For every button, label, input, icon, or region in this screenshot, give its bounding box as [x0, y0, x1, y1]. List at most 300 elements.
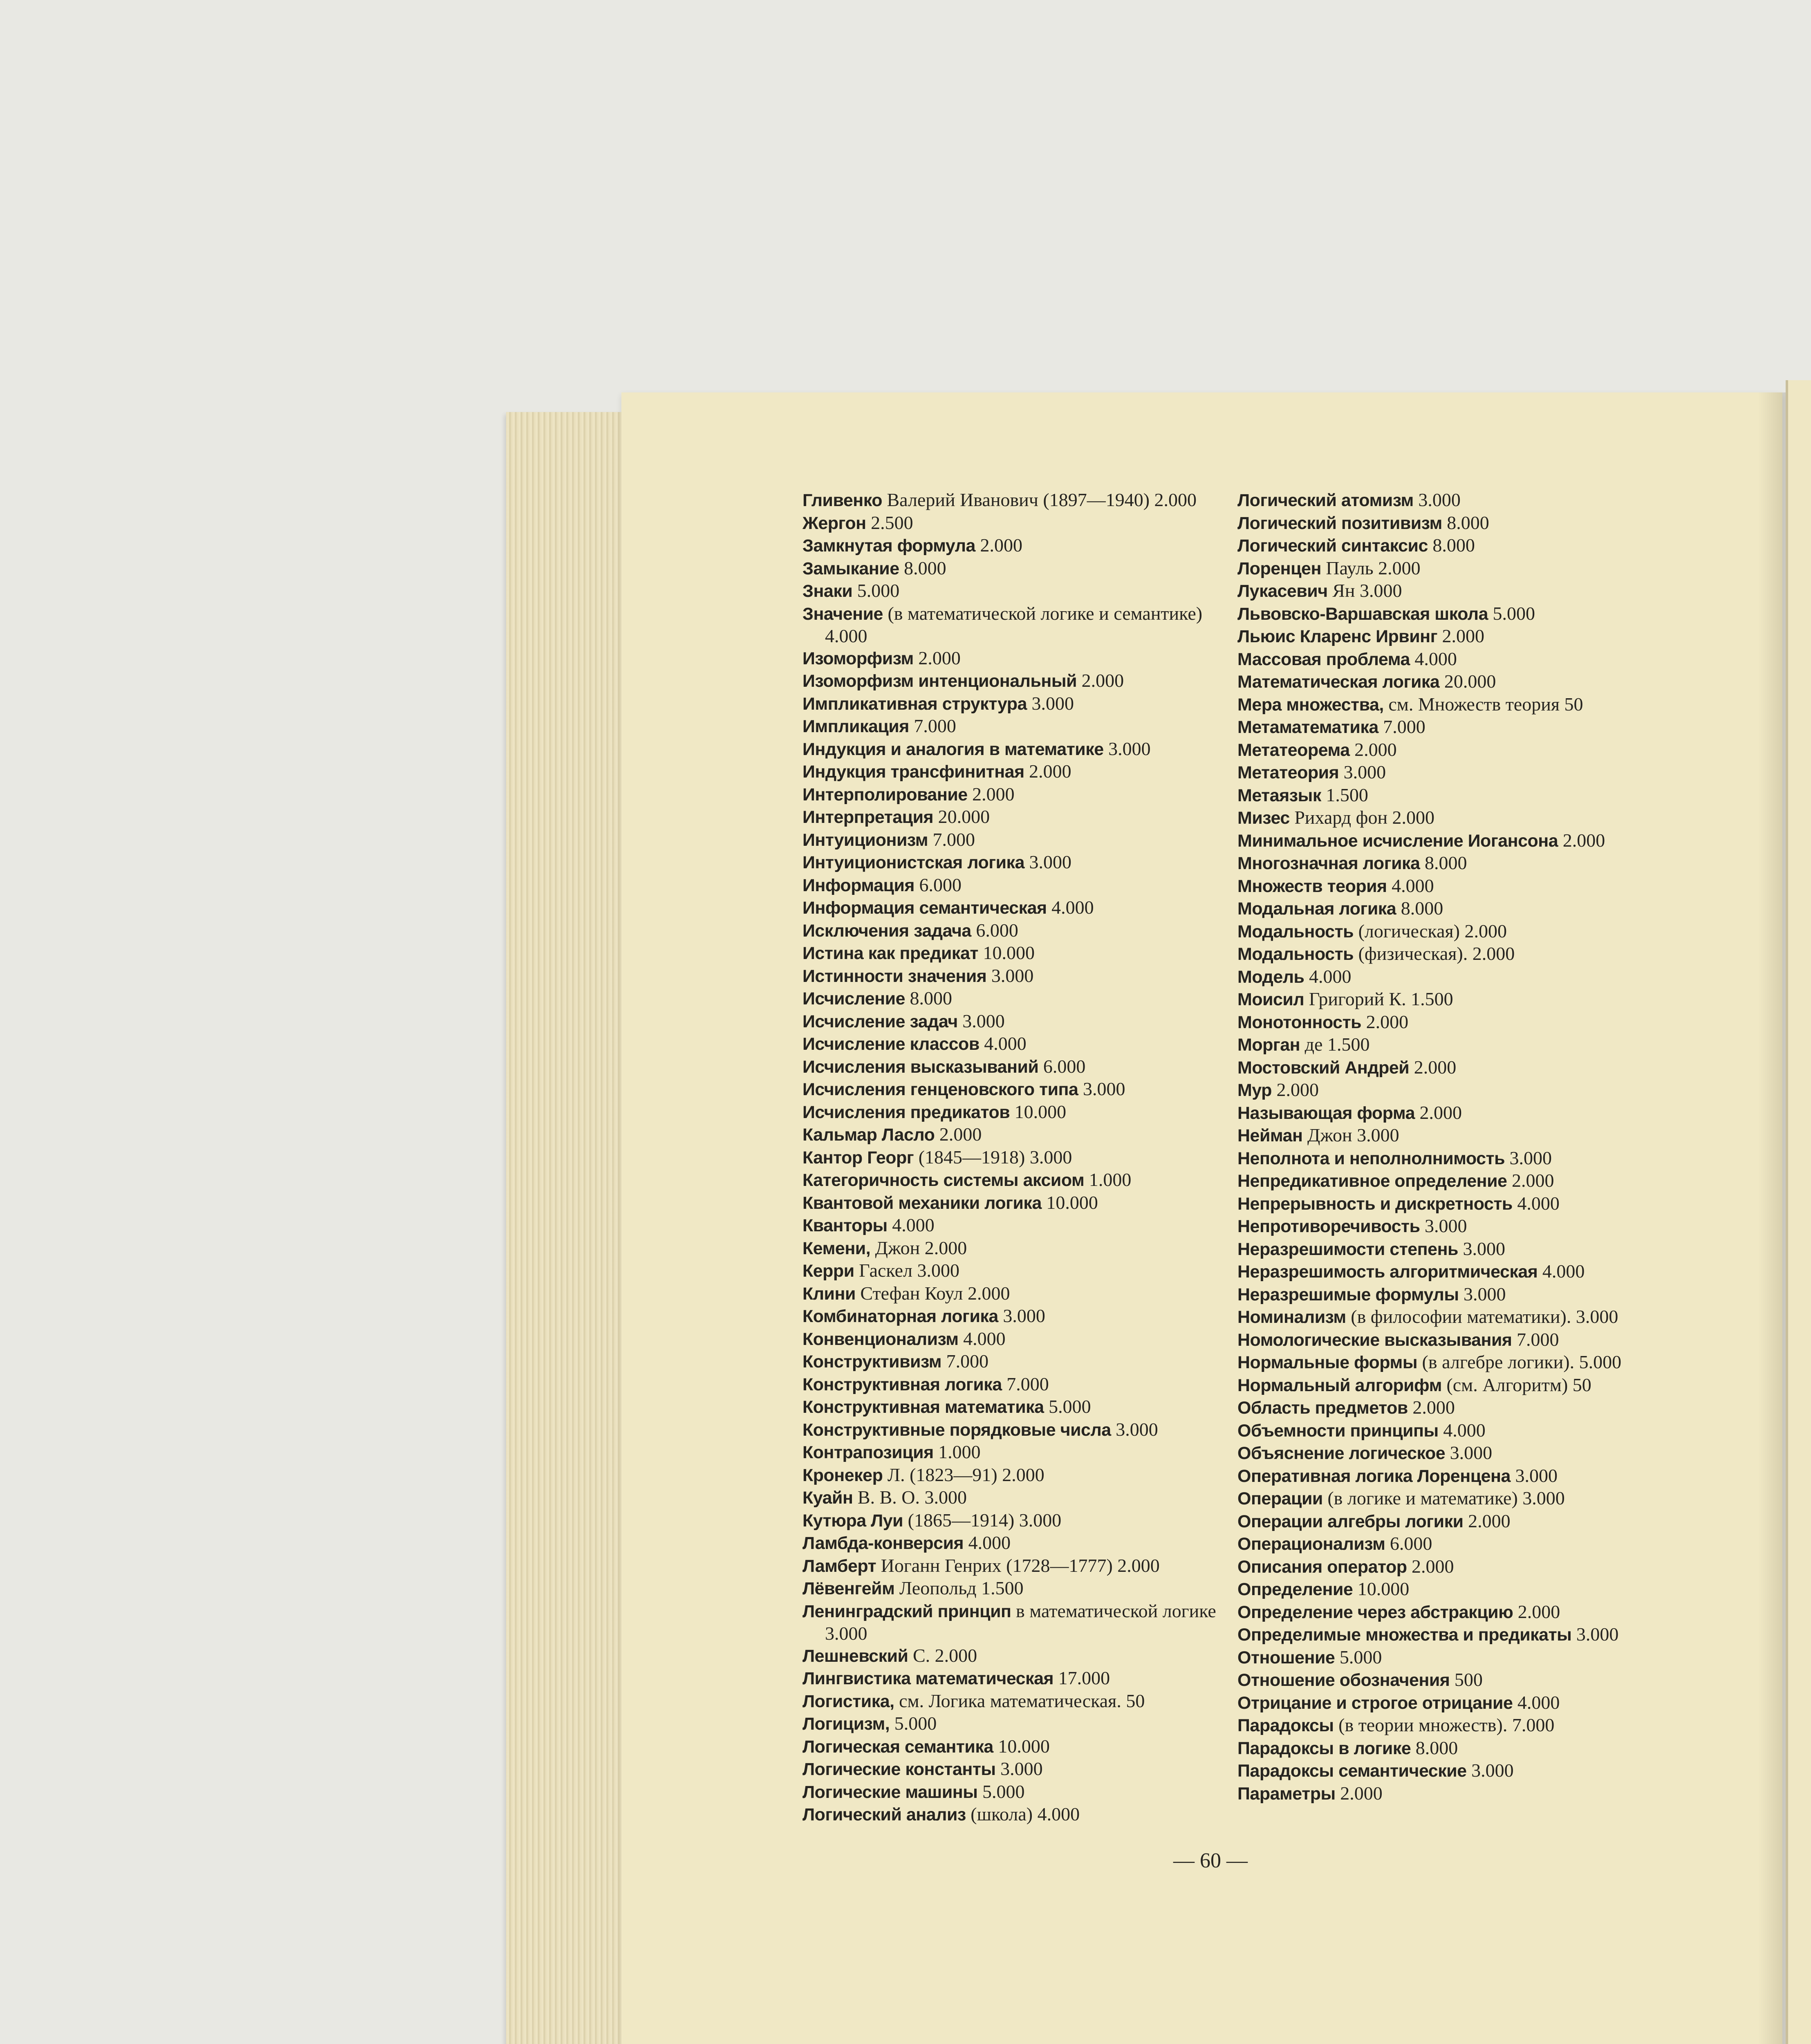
- index-details: (школа) 4.000: [966, 1804, 1080, 1824]
- index-details: 3.000: [1459, 1283, 1506, 1304]
- index-entry: [802, 1396, 1228, 1419]
- index-entry: [802, 603, 1228, 647]
- index-details: 2.000: [1408, 1397, 1455, 1418]
- index-details: 2.000: [975, 535, 1022, 556]
- index-term: Неразрешимые формулы: [1237, 1284, 1459, 1304]
- index-details: 7.000: [1002, 1373, 1049, 1394]
- index-details: (физическая). 2.000: [1354, 943, 1515, 964]
- index-details: 5.000: [890, 1713, 937, 1734]
- index-entry: [1237, 829, 1663, 852]
- index-term: Исчисления предикатов: [802, 1102, 1010, 1122]
- index-entry: [1237, 852, 1663, 875]
- index-details: 2.000: [1507, 1170, 1554, 1191]
- index-entry: [1237, 875, 1663, 898]
- index-term: Конвенционализм: [802, 1329, 959, 1349]
- index-details: см. Логика математическая. 50: [894, 1690, 1145, 1711]
- index-term: Кванторы: [802, 1216, 888, 1235]
- index-entry: [1237, 1669, 1663, 1692]
- index-entry: [802, 1373, 1228, 1396]
- index-term: Лоренцен: [1237, 558, 1321, 578]
- index-term: Параметры: [1237, 1784, 1336, 1804]
- index-details: 2.000: [1335, 1782, 1383, 1804]
- index-entry: [802, 1486, 1228, 1509]
- facing-page: [1786, 380, 1811, 2044]
- index-entry: [802, 489, 1228, 512]
- index-entry: [1237, 1374, 1663, 1397]
- index-term: Исчисление: [802, 989, 906, 1009]
- index-entry: [1237, 716, 1663, 739]
- index-details: 2.000: [1558, 829, 1605, 851]
- index-entry: [802, 1577, 1228, 1600]
- index-entry: [802, 1169, 1228, 1192]
- index-entry: [802, 1305, 1228, 1328]
- index-details: 10.000: [1353, 1578, 1410, 1599]
- index-entry: [802, 1464, 1228, 1487]
- index-term: Метатеория: [1237, 763, 1339, 782]
- index-details: С. 2.000: [908, 1645, 977, 1666]
- index-details: 10.000: [978, 942, 1035, 963]
- index-details: В. В. О. 3.000: [853, 1487, 967, 1508]
- index-details: 2.000: [1513, 1601, 1560, 1622]
- index-term: Клини: [802, 1284, 856, 1304]
- index-details: 2.000: [1024, 761, 1071, 782]
- index-entry: [802, 1419, 1228, 1441]
- index-details: 8.000: [1420, 852, 1467, 873]
- index-entry: [802, 1123, 1228, 1146]
- index-term: Логический анализ: [802, 1805, 966, 1824]
- index-details: Ян 3.000: [1327, 580, 1402, 601]
- index-term: Математическая логика: [1237, 672, 1440, 692]
- index-term: Конструктивные порядковые числа: [802, 1420, 1111, 1440]
- index-entry: [1237, 1487, 1663, 1510]
- index-details: 3.000: [1571, 1624, 1619, 1645]
- index-details: 8.000: [899, 557, 946, 578]
- index-entry: [1237, 1306, 1663, 1329]
- index-term: Интуиционизм: [802, 830, 928, 850]
- index-details: 7.000: [1378, 716, 1425, 737]
- index-entry: [1237, 1283, 1663, 1306]
- index-entry: [802, 1690, 1228, 1713]
- index-details: Григорий К. 1.500: [1304, 988, 1453, 1009]
- index-entry: [802, 1056, 1228, 1078]
- index-term: Модель: [1237, 967, 1304, 987]
- index-entry: [1237, 1056, 1663, 1079]
- index-details: 8.000: [905, 988, 953, 1009]
- index-entry: [1237, 534, 1663, 557]
- index-entry: [1237, 1170, 1663, 1192]
- index-details: 3.000: [1458, 1238, 1505, 1259]
- index-term: Определение: [1237, 1580, 1353, 1599]
- index-details: 2.500: [866, 512, 913, 533]
- index-term: Истина как предикат: [802, 944, 978, 963]
- index-details: (логическая) 2.000: [1354, 920, 1507, 941]
- index-details: 2.000: [1271, 1079, 1319, 1100]
- index-details: 2.000: [935, 1124, 982, 1145]
- index-term: Замкнутая формула: [802, 536, 975, 556]
- index-entry: [802, 512, 1228, 535]
- index-details: Гаскел 3.000: [854, 1260, 959, 1281]
- index-details: 4.000: [1304, 966, 1352, 987]
- index-entry: [802, 580, 1228, 603]
- index-details: см. Множеств теория 50: [1383, 693, 1583, 715]
- index-term: Определимые множества и предикаты: [1237, 1625, 1572, 1645]
- index-details: 3.000: [1103, 738, 1151, 759]
- index-term: Описания оператор: [1237, 1557, 1407, 1577]
- index-entry: [1237, 1555, 1663, 1578]
- index-details: 10.000: [1010, 1101, 1067, 1122]
- index-term: Номологические высказывания: [1237, 1330, 1512, 1350]
- index-entry: [802, 1532, 1228, 1555]
- index-term: Импликация: [802, 717, 909, 736]
- index-term: Логический позитивизм: [1237, 513, 1442, 533]
- index-term: Кронекер: [802, 1465, 883, 1485]
- index-entry: [1237, 693, 1663, 716]
- index-details: 2.000: [1409, 1056, 1457, 1078]
- index-term: Моисил: [1237, 990, 1304, 1009]
- index-details: 3.000: [957, 1010, 1005, 1031]
- index-details: 20.000: [933, 806, 990, 827]
- index-entry: [1237, 1351, 1663, 1374]
- index-details: 5.000: [977, 1781, 1025, 1802]
- index-details: 2.000: [1437, 625, 1485, 646]
- index-details: 7.000: [909, 715, 956, 736]
- index-details: 3.000: [1420, 1215, 1467, 1236]
- index-entry: [1237, 1782, 1663, 1805]
- index-term: Интерполирование: [802, 784, 968, 805]
- index-term: Мур: [1237, 1080, 1272, 1100]
- index-entry: [1237, 761, 1663, 784]
- index-term: Непредикативное определение: [1237, 1171, 1507, 1191]
- index-details: 3.000: [1413, 489, 1461, 510]
- index-entry: [802, 1260, 1228, 1282]
- index-term: Нейман: [1237, 1126, 1303, 1145]
- index-details: (1865—1914) 3.000: [903, 1509, 1062, 1531]
- index-entry: [1237, 943, 1663, 966]
- index-term: Мостовский Андрей: [1237, 1058, 1410, 1078]
- index-term: Квантовой механики логика: [802, 1193, 1042, 1213]
- index-entry: [802, 1282, 1228, 1305]
- index-term: Морган: [1237, 1035, 1300, 1055]
- index-entry: [802, 1758, 1228, 1781]
- index-term: Льюис Кларенс Ирвинг: [1237, 627, 1438, 646]
- index-entry: [802, 1010, 1228, 1033]
- index-details: Джон 2.000: [870, 1237, 967, 1258]
- index-term: Исчисления генценовского типа: [802, 1080, 1078, 1099]
- index-term: Исчисление задач: [802, 1011, 958, 1031]
- index-details: 2.000: [967, 783, 1015, 805]
- index-term: Ламбда-конверсия: [802, 1533, 964, 1553]
- index-term: Знаки: [802, 581, 853, 601]
- right-index-column: [1237, 489, 1663, 1805]
- index-entry: [802, 783, 1228, 806]
- index-term: Отрицание и строгое отрицание: [1237, 1693, 1513, 1713]
- index-entry: [802, 693, 1228, 715]
- index-term: Исключения задача: [802, 921, 971, 941]
- index-term: Парадоксы: [1237, 1716, 1334, 1735]
- index-term: Интерпретация: [802, 807, 934, 827]
- index-details: Валерий Иванович (1897—1940) 2.000: [882, 489, 1197, 510]
- index-entry: [1237, 1737, 1663, 1760]
- index-term: Мизес: [1237, 808, 1290, 828]
- index-details: 6.000: [971, 919, 1018, 941]
- index-entry: [802, 557, 1228, 580]
- index-term: Область предметов: [1237, 1398, 1408, 1418]
- index-details: 1.500: [1321, 784, 1368, 805]
- index-entry: [802, 806, 1228, 829]
- index-term: Гливенко: [802, 491, 882, 510]
- index-term: Называющая форма: [1237, 1103, 1415, 1123]
- index-details: 3.000: [1027, 693, 1074, 714]
- index-term: Категоричность системы аксиом: [802, 1170, 1085, 1190]
- index-term: Операции алгебры логики: [1237, 1511, 1464, 1531]
- index-term: Модальность: [1237, 944, 1354, 964]
- index-entry: [802, 647, 1228, 670]
- index-entry: [1237, 625, 1663, 648]
- index-entry: [1237, 1147, 1663, 1170]
- index-entry: [802, 1328, 1228, 1351]
- index-details: 3.000: [995, 1758, 1043, 1779]
- index-term: Массовая проблема: [1237, 649, 1410, 669]
- index-entry: [802, 738, 1228, 761]
- index-term: Неполнота и неполнолнимость: [1237, 1148, 1505, 1168]
- index-details: 3.000: [1111, 1419, 1158, 1440]
- index-entry: [802, 1101, 1228, 1124]
- index-entry: [1237, 1646, 1663, 1669]
- index-entry: [1237, 1215, 1663, 1238]
- index-entry: [1237, 557, 1663, 580]
- index-details: 6.000: [914, 874, 962, 895]
- index-details: Стефан Коул 2.000: [855, 1282, 1010, 1304]
- index-details: 4.000: [1512, 1192, 1560, 1214]
- index-term: Информация: [802, 875, 915, 895]
- index-entry: [802, 919, 1228, 942]
- index-entry: [1237, 489, 1663, 512]
- index-entry: [1237, 966, 1663, 988]
- index-term: Жергон: [802, 513, 866, 533]
- index-entry: [802, 534, 1228, 557]
- index-details: 4.000: [1513, 1692, 1560, 1713]
- index-entry: [1237, 1102, 1663, 1125]
- index-details: 3.000: [1078, 1078, 1125, 1099]
- index-details: 1.000: [1084, 1169, 1132, 1190]
- index-details: 6.000: [1038, 1056, 1086, 1077]
- index-entry: [802, 1192, 1228, 1215]
- index-term: Операционализм: [1237, 1534, 1385, 1554]
- index-term: Контрапозиция: [802, 1443, 934, 1462]
- index-term: Неразрешимости степень: [1237, 1239, 1458, 1259]
- index-entry: [1237, 807, 1663, 829]
- index-details: 5.000: [1488, 603, 1535, 624]
- index-term: Мера множества,: [1237, 695, 1384, 715]
- index-details: 3.000: [1339, 762, 1386, 782]
- index-entry: [802, 1509, 1228, 1532]
- index-details: 2.000: [1463, 1510, 1511, 1531]
- index-entry: [802, 896, 1228, 919]
- index-details: 500: [1450, 1669, 1483, 1690]
- index-entry: [1237, 1079, 1663, 1102]
- index-entry: [1237, 1714, 1663, 1737]
- index-entry: [802, 1735, 1228, 1758]
- index-term: Конструктивная математика: [802, 1397, 1044, 1417]
- index-entry: [802, 760, 1228, 783]
- index-details: Леопольд 1.500: [894, 1578, 1024, 1598]
- index-details: (в логике и математике) 3.000: [1322, 1488, 1565, 1508]
- index-entry: [802, 1033, 1228, 1056]
- index-entry: [1237, 1759, 1663, 1782]
- index-entry: [1237, 1329, 1663, 1351]
- index-term: Интуиционистская логика: [802, 853, 1024, 872]
- index-term: Модальная логика: [1237, 899, 1396, 919]
- index-details: 8.000: [1428, 535, 1475, 556]
- index-details: Джон 3.000: [1302, 1125, 1399, 1145]
- index-term: Минимальное исчисление Иогансона: [1237, 831, 1558, 851]
- index-details: 2.000: [1407, 1555, 1454, 1577]
- index-entry: [1237, 580, 1663, 603]
- index-entry: [1237, 1238, 1663, 1261]
- index-entry: [1237, 1465, 1663, 1488]
- index-entry: [802, 1667, 1228, 1690]
- index-details: 4.000: [979, 1033, 1027, 1054]
- index-term: Номинализм: [1237, 1307, 1346, 1327]
- index-entry: [802, 1350, 1228, 1373]
- index-entry: [1237, 512, 1663, 535]
- index-entry: [802, 1555, 1228, 1578]
- index-details: 3.000: [1505, 1147, 1552, 1168]
- index-term: Множеств теория: [1237, 876, 1387, 896]
- index-entry: [1237, 1533, 1663, 1555]
- index-term: Оперативная логика Лоренцена: [1237, 1466, 1511, 1486]
- index-details: 10.000: [1041, 1192, 1098, 1213]
- index-term: Неразрешимость алгоритмическая: [1237, 1262, 1538, 1282]
- index-term: Изоморфизм интенциональный: [802, 671, 1077, 691]
- index-entry: [802, 965, 1228, 988]
- index-details: 4.000: [958, 1328, 1006, 1349]
- index-entry: [1237, 603, 1663, 625]
- index-term: Метатеорема: [1237, 740, 1350, 760]
- index-entry: [802, 874, 1228, 897]
- index-details: 8.000: [1396, 898, 1443, 919]
- index-details: 3.000: [1466, 1760, 1514, 1781]
- index-term: Комбинаторная логика: [802, 1307, 998, 1326]
- index-term: Логистика,: [802, 1691, 894, 1711]
- index-term: Логицизм,: [802, 1714, 890, 1734]
- index-entry: [1237, 1124, 1663, 1147]
- index-entry: [1237, 670, 1663, 693]
- index-details: (1845—1918) 3.000: [914, 1146, 1072, 1168]
- index-term: Истинности значения: [802, 966, 987, 986]
- index-term: Импликативная структура: [802, 694, 1027, 714]
- index-term: Логический атомизм: [1237, 491, 1414, 510]
- index-term: Значение: [802, 604, 883, 624]
- index-term: Лингвистика математическая: [802, 1669, 1054, 1688]
- index-details: Рихард фон 2.000: [1289, 807, 1435, 828]
- index-entry: [802, 1803, 1228, 1826]
- index-entry: [802, 1237, 1228, 1260]
- index-details: 2.000: [913, 647, 961, 668]
- index-entry: [1237, 739, 1663, 762]
- index-term: Керри: [802, 1261, 854, 1281]
- index-details: 3.000: [998, 1305, 1045, 1326]
- index-entry: [1237, 1192, 1663, 1215]
- index-entry: [1237, 1033, 1663, 1056]
- index-entry: [802, 829, 1228, 852]
- index-details: Иоганн Генрих (1728—1777) 2.000: [876, 1555, 1160, 1576]
- index-entry: [1237, 1623, 1663, 1646]
- index-term: Непрерывность и дискретность: [1237, 1194, 1513, 1214]
- index-entry: [802, 1214, 1228, 1237]
- index-entry: [1237, 920, 1663, 943]
- index-entry: [802, 1600, 1228, 1645]
- index-term: Индукция трансфинитная: [802, 762, 1024, 782]
- index-details: 2.000: [1077, 670, 1124, 691]
- index-term: Ленинградский принцип: [802, 1601, 1011, 1621]
- index-details: (в алгебре логики). 5.000: [1417, 1351, 1622, 1372]
- index-entry: [1237, 1260, 1663, 1283]
- index-details: де 1.500: [1300, 1034, 1370, 1055]
- index-term: Исчисление классов: [802, 1034, 979, 1054]
- index-term: Операции: [1237, 1489, 1323, 1508]
- index-term: Куайн: [802, 1488, 853, 1508]
- index-entry: [802, 1146, 1228, 1169]
- index-term: Конструктивизм: [802, 1352, 942, 1372]
- index-entry: [802, 1441, 1228, 1464]
- index-details: 3.000: [986, 965, 1034, 986]
- index-term: Парадоксы в логике: [1237, 1738, 1411, 1758]
- index-entry: [1237, 1442, 1663, 1465]
- index-term: Объемности принципы: [1237, 1421, 1439, 1441]
- index-details: 4.000: [964, 1532, 1011, 1553]
- index-entry: [802, 1781, 1228, 1804]
- index-details: (см. Алгоритм) 50: [1441, 1374, 1591, 1395]
- index-term: Парадоксы семантические: [1237, 1761, 1467, 1781]
- index-term: Объяснение логическое: [1237, 1443, 1446, 1463]
- index-details: 8.000: [1442, 512, 1489, 533]
- index-entry: [802, 851, 1228, 874]
- index-details: 7.000: [928, 829, 975, 850]
- index-term: Отношение обозначения: [1237, 1670, 1450, 1690]
- index-term: Модальность: [1237, 921, 1354, 941]
- index-term: Лёвенгейм: [802, 1579, 895, 1598]
- page-number: — 60 —: [1173, 1849, 1248, 1872]
- index-term: Лешневский: [802, 1646, 908, 1666]
- index-term: Логические машины: [802, 1782, 978, 1802]
- index-term: Конструктивная логика: [802, 1374, 1002, 1394]
- index-details: 3.000: [1445, 1442, 1493, 1463]
- index-details: 7.000: [1512, 1329, 1559, 1350]
- index-details: 8.000: [1411, 1737, 1458, 1758]
- index-details: 5.000: [1044, 1396, 1091, 1417]
- index-details: 3.000: [1510, 1465, 1558, 1486]
- index-entry: [1237, 648, 1663, 671]
- index-details: Л. (1823—91) 2.000: [883, 1464, 1044, 1485]
- index-entry: [1237, 1578, 1663, 1601]
- index-entry: [802, 1078, 1228, 1101]
- index-term: Метаязык: [1237, 785, 1321, 805]
- index-details: 10.000: [993, 1735, 1050, 1757]
- index-entry: [1237, 784, 1663, 807]
- index-term: Информация семантическая: [802, 898, 1047, 918]
- index-details: 4.000: [1410, 648, 1457, 669]
- index-details: 1.000: [933, 1441, 981, 1462]
- index-details: 2.000: [1349, 739, 1397, 760]
- index-term: Нормальный алгорифм: [1237, 1375, 1442, 1395]
- index-details: 2.000: [1415, 1102, 1462, 1123]
- index-term: Исчисления высказываний: [802, 1057, 1039, 1077]
- index-term: Отношение: [1237, 1647, 1335, 1667]
- index-details: в математической логике 3.000: [825, 1600, 1216, 1644]
- index-entry: [1237, 897, 1663, 920]
- index-term: Многозначная логика: [1237, 854, 1420, 873]
